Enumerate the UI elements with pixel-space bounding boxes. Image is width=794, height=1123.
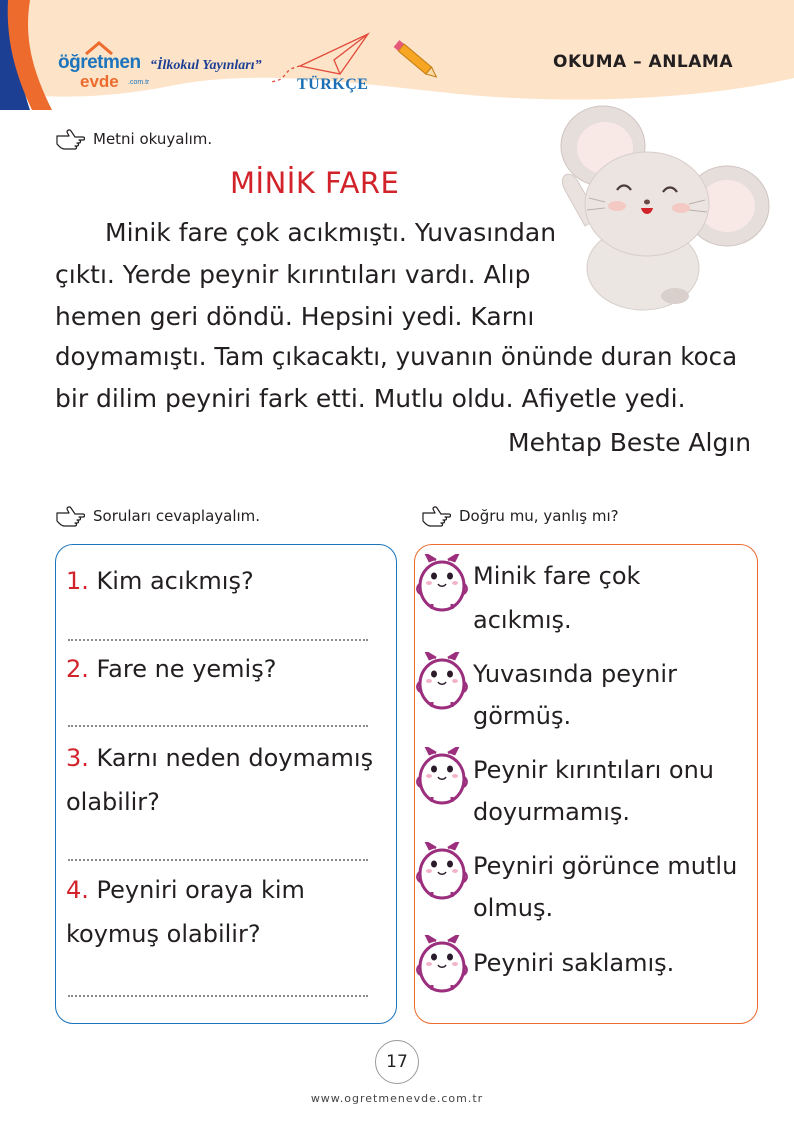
- question-text: Karnı neden doymamış: [96, 744, 374, 772]
- reading-instruction: [55, 128, 212, 150]
- questions-box: [55, 544, 397, 1024]
- unit-title: OKUMA – ANLAMA: [553, 52, 733, 72]
- question-number: 1.: [66, 567, 89, 595]
- monster-icon[interactable]: [416, 842, 468, 900]
- instruction-text: Metni okuyalım.: [93, 130, 213, 148]
- page-number: 17: [375, 1040, 419, 1084]
- question-text: Peyniri oraya kim: [96, 876, 305, 904]
- story-line: çıktı. Yerde peynir kırıntıları vardı. Alıp: [55, 260, 531, 289]
- answer-line-1[interactable]: [68, 639, 368, 641]
- story-author: Mehtap Beste Algın: [508, 428, 752, 457]
- logo-text: öğretmen: [58, 52, 141, 73]
- monster-icon[interactable]: [416, 652, 468, 710]
- publisher-name: “İlkokul Yayınları”: [150, 58, 262, 73]
- answer-line-3[interactable]: [68, 859, 368, 861]
- question-1: [66, 567, 254, 595]
- question-4: [66, 876, 305, 904]
- logo-domain: .com.tr: [128, 79, 150, 86]
- question-number: 3.: [66, 744, 89, 772]
- question-3: [66, 744, 373, 772]
- story-title: MİNİK FARE: [230, 166, 400, 200]
- question-3-cont: olabilir?: [66, 788, 160, 816]
- pointing-hand-icon: [55, 505, 85, 527]
- statement-4: Peyniri görünce mutlu: [473, 852, 738, 880]
- statement-3-cont: doyurmamış.: [473, 798, 631, 826]
- answer-line-4[interactable]: [68, 995, 368, 997]
- answer-line-2[interactable]: [68, 725, 368, 727]
- story-line: bir dilim peyniri fark etti. Mutlu oldu. Afiyetle yedi.: [55, 384, 686, 413]
- statement-5: Peyniri saklamış.: [473, 949, 675, 977]
- pointing-hand-icon: [421, 505, 451, 527]
- monster-icon[interactable]: [416, 935, 468, 993]
- mouse-illustration: [555, 98, 775, 313]
- website-url[interactable]: www.ogretmenevde.com.tr: [310, 1092, 484, 1105]
- questions-instruction: [55, 505, 260, 527]
- instruction-text: Doğru mu, yanlış mı?: [459, 507, 619, 525]
- question-text: Fare ne yemiş?: [96, 655, 277, 683]
- statement-4-cont: olmuş.: [473, 894, 554, 922]
- monster-icon[interactable]: [416, 554, 468, 612]
- story-line: hemen geri döndü. Hepsini yedi. Karnı: [55, 302, 535, 331]
- statement-1: Minik fare çok: [473, 562, 641, 590]
- question-number: 2.: [66, 655, 89, 683]
- instruction-text: Soruları cevaplayalım.: [93, 507, 261, 525]
- statement-2: Yuvasında peynir: [473, 660, 677, 688]
- question-text: Kim acıkmış?: [96, 567, 254, 595]
- question-number: 4.: [66, 876, 89, 904]
- subject-label: TÜRKÇE: [297, 76, 369, 93]
- logo: [58, 46, 154, 96]
- story-line: Minik fare çok acıkmıştı. Yuvasından: [105, 218, 557, 247]
- question-4-cont: koymuş olabilir?: [66, 920, 261, 948]
- story-line: doymamıştı. Tam çıkacaktı, yuvanın önünde duran koca: [55, 342, 738, 371]
- true-false-instruction: [421, 505, 619, 527]
- question-2: [66, 655, 276, 683]
- logo-text-evde: evde: [80, 72, 119, 91]
- statement-1-cont: acıkmış.: [473, 606, 572, 634]
- monster-icon[interactable]: [416, 747, 468, 805]
- statement-3: Peynir kırıntıları onu: [473, 756, 714, 784]
- pointing-hand-icon: [55, 128, 85, 150]
- statement-2-cont: görmüş.: [473, 702, 572, 730]
